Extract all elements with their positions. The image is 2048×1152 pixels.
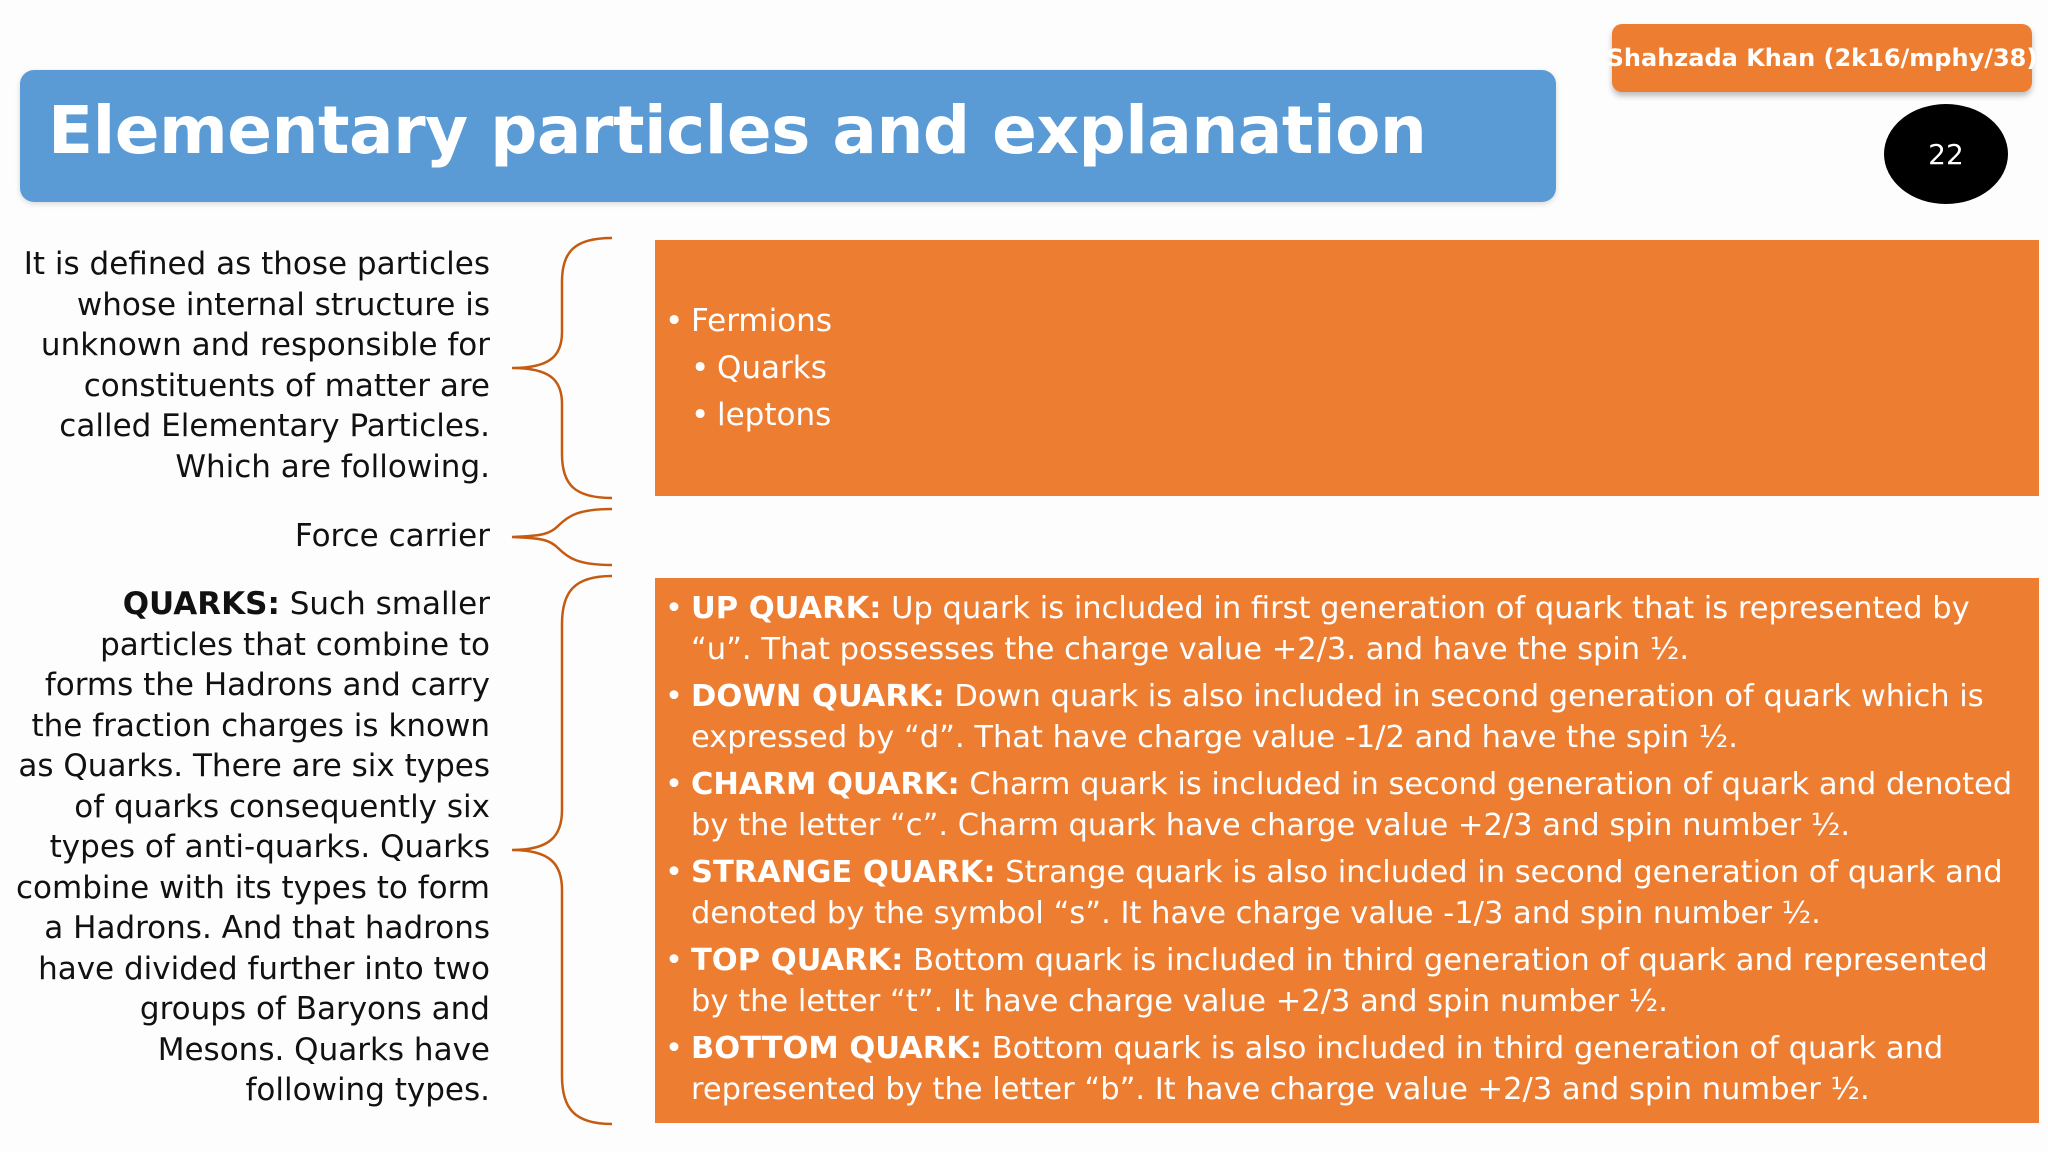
- brace-icon-quarks: [508, 574, 618, 1126]
- quark-name: UP QUARK:: [691, 591, 882, 626]
- quark-description: Down quark is also included in second generation of quark which is expressed by “d”. That have charge value -1/2 and have the spin ½.: [691, 679, 1984, 755]
- quark-types-list: [665, 588, 2025, 1110]
- quark-description: Bottom quark is included in third generation of quark and represented by the letter “t”. It have charge value +2/3 and spin number ½.: [691, 943, 1988, 1019]
- quark-item-charm: [665, 764, 2025, 846]
- quark-item-bottom: [665, 1028, 2025, 1110]
- fermions-item: • Fermions: [665, 298, 2039, 345]
- quark-item-top: [665, 940, 2025, 1022]
- quarks-heading: QUARKS:: [122, 586, 280, 622]
- quark-name: TOP QUARK:: [691, 943, 904, 978]
- fermions-list: [665, 298, 2039, 439]
- title-bar: [20, 70, 1556, 202]
- quark-types-box: [655, 578, 2039, 1123]
- fermions-sub-item-quarks: • Quarks: [691, 345, 2039, 392]
- quark-name: STRANGE QUARK:: [691, 855, 996, 890]
- fermions-box: [655, 240, 2039, 496]
- quarks-description: [16, 584, 490, 1111]
- brace-icon-definition: [508, 236, 618, 500]
- definition-text: It is defined as those particles whose internal structure is unknown and responsible for constituents of matter are called Elementary Particles. Which are following.: [23, 246, 490, 485]
- quark-item-up: [665, 588, 2025, 670]
- quark-description: Strange quark is also included in second generation of quark and denoted by the symbol “s”. It have charge value -1/3 and spin number ½.: [691, 855, 2003, 931]
- quarks-body: Such smaller particles that combine to forms the Hadrons and carry the fraction charges is known as Quarks. There are six types of quarks consequently six types of anti-quarks. Quarks combine with its types to form a Hadrons. And that hadrons have divided further into two groups of Baryons and Mesons. Quarks have following types.: [16, 586, 490, 1108]
- quark-item-strange: [665, 852, 2025, 934]
- brace-icon-force-carrier: [508, 506, 618, 568]
- force-carrier-label: Force carrier: [294, 518, 490, 554]
- slide-title: Elementary particles and explanation: [48, 92, 1427, 169]
- slide-number-badge: 22: [1884, 104, 2008, 204]
- quark-name: BOTTOM QUARK:: [691, 1031, 983, 1066]
- quark-item-down: [665, 676, 2025, 758]
- quark-name: CHARM QUARK:: [691, 767, 960, 802]
- quark-description: Bottom quark is also included in third generation of quark and represented by the letter “b”. It have charge value +2/3 and spin number ½.: [691, 1031, 1944, 1107]
- fermions-sub-item-leptons: • leptons: [691, 392, 2039, 439]
- quark-description: Up quark is included in first generation of quark that is represented by “u”. That possesses the charge value +2/3. and have the spin ½.: [691, 591, 1970, 667]
- quark-name: DOWN QUARK:: [691, 679, 945, 714]
- author-badge: Shahzada Khan (2k16/mphy/38): [1612, 24, 2032, 92]
- quark-description: Charm quark is included in second generation of quark and denoted by the letter “c”. Charm quark have charge value +2/3 and spin number ½.: [691, 767, 2013, 843]
